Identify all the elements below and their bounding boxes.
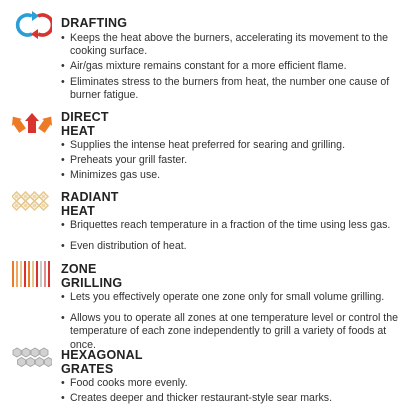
title-line: HEAT (61, 204, 95, 218)
bullet-item: • Minimizes gas use. (61, 169, 408, 182)
briquette-diamonds-icon (12, 191, 52, 213)
feature-title (61, 262, 122, 290)
zone-stripes-icon (12, 261, 52, 287)
bullet-item: • Air/gas mixture remains constant for a more efficient flame. (61, 60, 408, 73)
bullet-item: • Supplies the intense heat preferred for searing and grilling. (61, 139, 408, 152)
title-line: GRILLING (61, 276, 123, 290)
bullet-item: • Allows you to operate all zones at one temperature level or control the temperature of each zone independently to grill a variety of foods at once. (61, 312, 408, 352)
title-line: RADIANT (61, 190, 119, 204)
three-arrows-up-icon (12, 112, 52, 134)
bullet-item: • Lets you effectively operate one zone only for small volume grilling. (61, 291, 408, 304)
bullet-item: • Preheats your grill faster. (61, 154, 408, 167)
feature-title (61, 190, 119, 218)
title-line: GRATES (61, 362, 114, 376)
title-line: HEAT (61, 124, 95, 138)
bullet-item: • Keeps the heat above the burners, accelerating its movement to the cooking surface. (61, 32, 408, 58)
hexagon-grates-icon (12, 347, 52, 369)
feature-title (61, 348, 143, 376)
feature-bullets (61, 219, 408, 261)
feature-title: DRAFTING (61, 16, 128, 30)
bullet-item: • Briquettes reach temperature in a fraction of the time using less gas. (61, 219, 408, 232)
title-line: DIRECT (61, 110, 109, 124)
feature-bullets (61, 377, 408, 407)
circular-arrows-icon (12, 11, 52, 39)
bullet-item: • Food cooks more evenly. (61, 377, 408, 390)
title-line: ZONE (61, 262, 97, 276)
feature-bullets (61, 139, 408, 185)
bullet-item: • Eliminates stress to the burners from heat, the number one cause of burner fatigue. (61, 76, 408, 102)
bullet-item: • Even distribution of heat. (61, 240, 408, 253)
feature-bullets (61, 32, 408, 104)
title-line: HEXAGONAL (61, 348, 143, 362)
bullet-item: • Creates deeper and thicker restaurant-style sear marks. (61, 392, 408, 405)
feature-title (61, 110, 109, 138)
